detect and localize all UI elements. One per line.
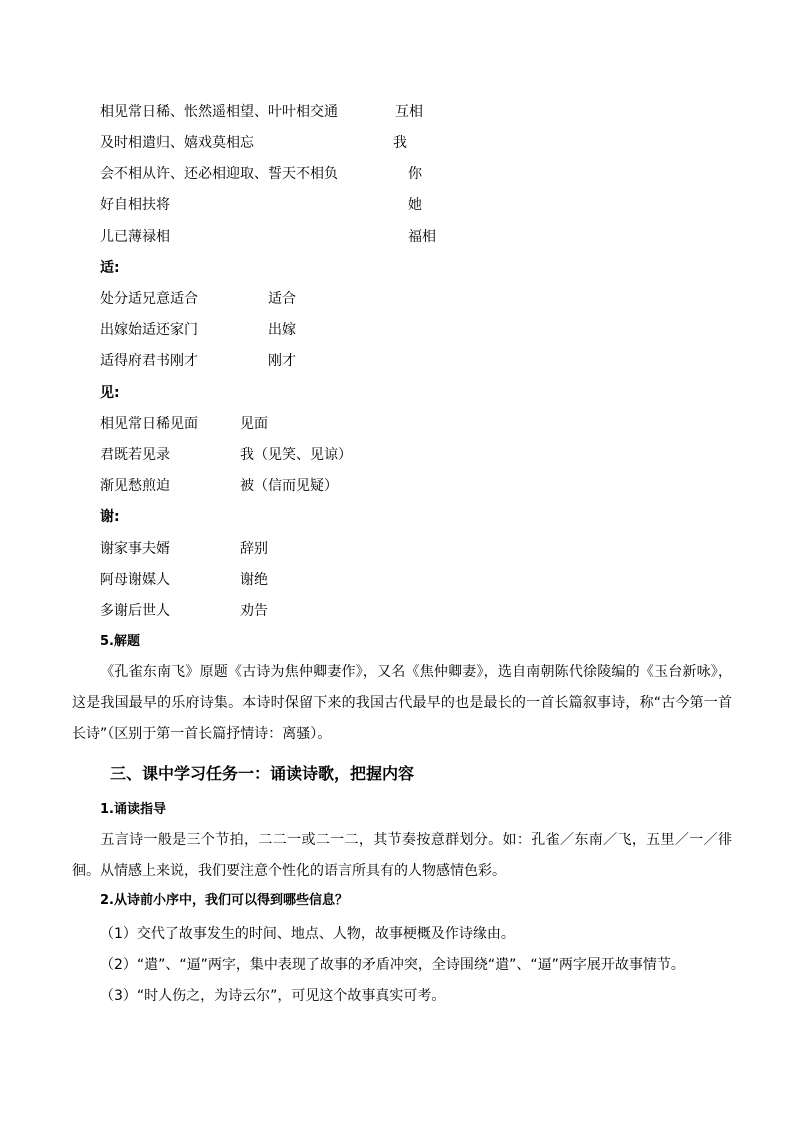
jian-row-meaning: 我（见笑、见谅） bbox=[240, 447, 352, 463]
jieti-paragraph bbox=[72, 657, 732, 750]
list-item: （3）“时人伤之，为诗云尔”，可见这个故事真实可考。 bbox=[100, 988, 446, 1004]
jian-row-meaning: 被（信而见疑） bbox=[240, 478, 338, 494]
xie-row-meaning: 劝告 bbox=[240, 603, 268, 619]
xiang-row-phrase: 相见常日稀、怅然遥相望、叶叶相交通 bbox=[100, 104, 338, 120]
jian-row-meaning: 见面 bbox=[240, 416, 268, 432]
subsection-heading: 2.从诗前小序中，我们可以得到哪些信息？ bbox=[100, 893, 348, 908]
shi-row-meaning: 适合 bbox=[268, 291, 296, 307]
jieti-body: 《孔雀东南飞》原题《古诗为焦仲卿妻作》，又名《焦仲卿妻》，选自南朝陈代徐陵编的《玉台新咏》，这是我国最早的乐府诗集。本诗时保留下来的我国古代最早的也是最长的一首长篇叙事诗，称“古今第一首长诗”（区别于第一首长篇抒情诗：离骚）。 bbox=[72, 664, 732, 742]
subsection-heading: 1.诵读指导 bbox=[100, 802, 166, 817]
xie-row-phrase: 阿母谢媒人 bbox=[100, 572, 170, 588]
jian-row-phrase: 相见常日稀见面 bbox=[100, 416, 198, 432]
shi-row-meaning: 出嫁 bbox=[268, 322, 296, 338]
xiang-row-meaning: 她 bbox=[408, 197, 422, 213]
xie-row-phrase: 多谢后世人 bbox=[100, 603, 170, 619]
xie-heading: 谢: bbox=[100, 509, 120, 525]
jian-heading: 见: bbox=[100, 385, 120, 401]
shi-row-meaning: 刚才 bbox=[268, 353, 296, 369]
xiang-row-phrase: 及时相遣归、嬉戏莫相忘 bbox=[100, 135, 254, 151]
reading-guide-body: 五言诗一般是三个节拍，二二一或二一二，其节奏按意群划分。如：孔雀／东南／飞，五里／一／徘徊。从情感上来说，我们要注意个性化的语言所具有的人物感情色彩。 bbox=[72, 832, 732, 879]
xiang-row-phrase: 儿已薄禄相 bbox=[100, 229, 170, 245]
jian-row-phrase: 渐见愁煎迫 bbox=[100, 478, 170, 494]
list-item: （2）“遣”、“逼”两字，集中表现了故事的矛盾冲突，全诗围绕“遣”、“逼”两字展开故事情节。 bbox=[100, 957, 685, 973]
xiang-row-meaning: 互相 bbox=[395, 104, 423, 120]
jian-row-phrase: 君既若见录 bbox=[100, 447, 170, 463]
list-item: （1）交代了故事发生的时间、地点、人物，故事梗概及作诗缘由。 bbox=[100, 926, 515, 942]
xiang-row-phrase: 会不相从许、还必相迎取、誓天不相负 bbox=[100, 166, 338, 182]
xiang-row-phrase: 好自相扶将 bbox=[100, 197, 170, 213]
shi-row-phrase: 出嫁始适还家门 bbox=[100, 322, 198, 338]
jieti-heading: 5.解题 bbox=[100, 634, 140, 649]
shi-heading: 适: bbox=[100, 260, 120, 276]
section-title: 三、课中学习任务一：诵读诗歌，把握内容 bbox=[110, 764, 415, 783]
xiang-row-meaning: 福相 bbox=[408, 229, 436, 245]
xie-row-meaning: 谢绝 bbox=[240, 572, 268, 588]
xiang-row-meaning: 你 bbox=[408, 166, 422, 182]
xie-row-meaning: 辞别 bbox=[240, 541, 268, 557]
reading-guide-paragraph bbox=[72, 825, 732, 887]
xiang-row-meaning: 我 bbox=[393, 135, 407, 151]
shi-row-phrase: 适得府君书刚才 bbox=[100, 353, 198, 369]
xie-row-phrase: 谢家事夫婿 bbox=[100, 541, 170, 557]
shi-row-phrase: 处分适兄意适合 bbox=[100, 291, 198, 307]
